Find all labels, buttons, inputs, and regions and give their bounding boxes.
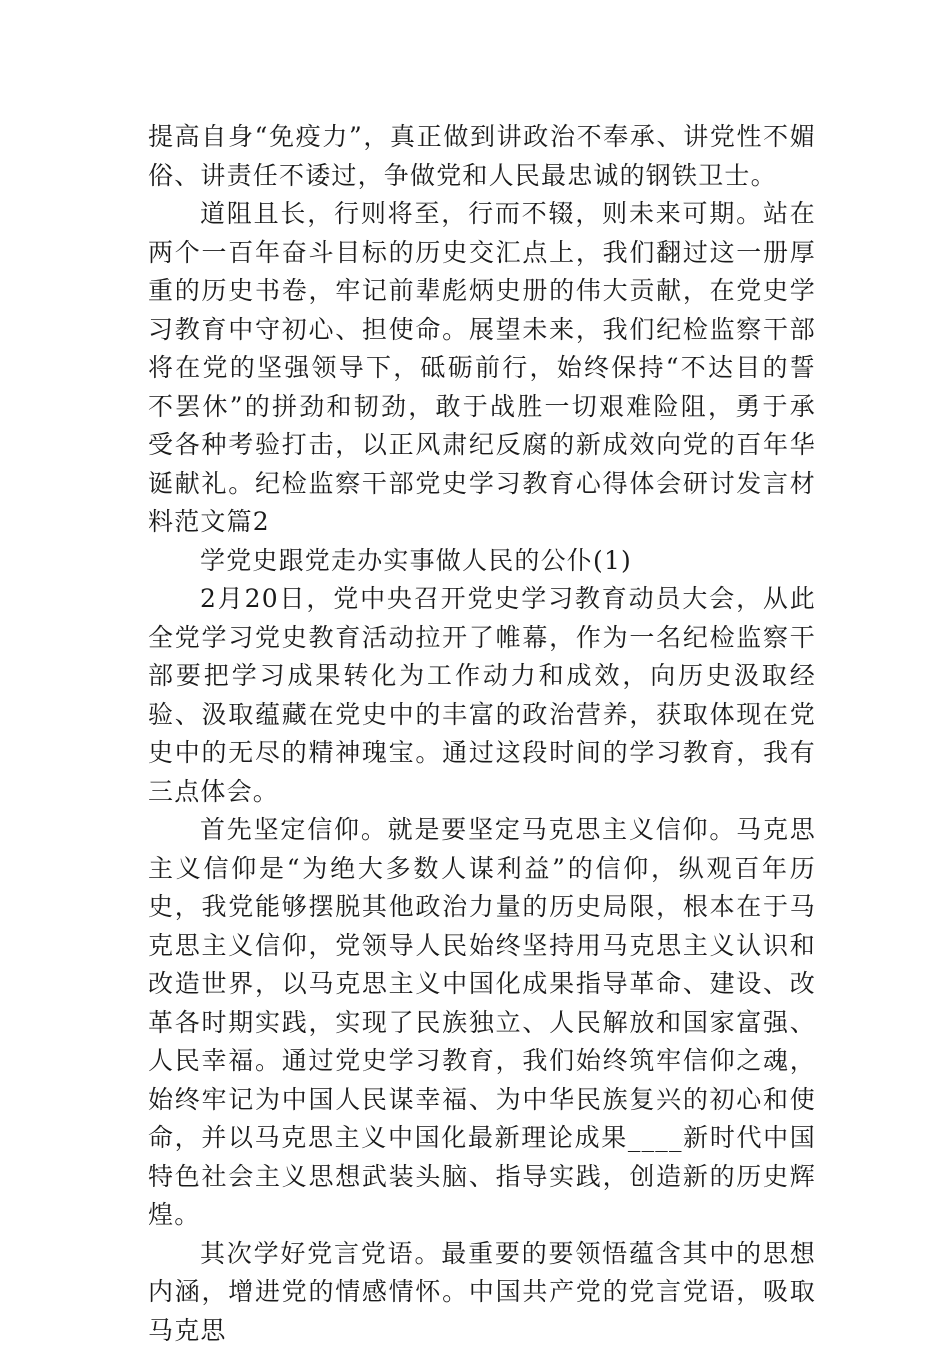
paragraph: 提高自身“免疫力”，真正做到讲政治不奉承、讲党性不媚俗、讲责任不诿过，争做党和人民最忠诚的钢铁卫士。 <box>148 118 816 195</box>
paragraph: 2月20日，党中央召开党史学习教育动员大会，从此全党学习党史教育活动拉开了帷幕，作为一名纪检监察干部要把学习成果转化为工作动力和成效，向历史汲取经验、汲取蕴藏在党史中的丰富的政治营养，获取体现在党史中的无尽的精神瑰宝。通过这段时间的学习教育，我有三点体会。 <box>148 580 816 811</box>
paragraph: 首先坚定信仰。就是要坚定马克思主义信仰。马克思主义信仰是“为绝大多数人谋利益”的信仰，纵观百年历史，我党能够摆脱其他政治力量的历史局限，根本在于马克思主义信仰，党领导人民始终坚持用马克思主义认识和改造世界，以马克思主义中国化成果指导革命、建设、改革各时期实践，实现了民族独立、人民解放和国家富强、人民幸福。通过党史学习教育，我们始终筑牢信仰之魂，始终牢记为中国人民谋幸福、为中华民族复兴的初心和使命，并以马克思主义中国化最新理论成果____新时代中国特色社会主义思想武装头脑、指导实践，创造新的历史辉煌。 <box>148 811 816 1235</box>
paragraph: 其次学好党言党语。最重要的要领悟蕴含其中的思想内涵，增进党的情感情怀。中国共产党的党言党语，吸取马克思 <box>148 1235 816 1350</box>
section-heading: 学党史跟党走办实事做人民的公仆(1) <box>148 542 816 581</box>
document-body <box>148 118 816 1350</box>
paragraph: 道阻且长，行则将至，行而不辍，则未来可期。站在两个一百年奋斗目标的历史交汇点上，我们翻过这一册厚重的历史书卷，牢记前辈彪炳史册的伟大贡献，在党史学习教育中守初心、担使命。展望未来，我们纪检监察干部将在党的坚强领导下，砥砺前行，始终保持“不达目的誓不罢休”的拼劲和韧劲，敢于战胜一切艰难险阻，勇于承受各种考验打击，以正风肃纪反腐的新成效向党的百年华诞献礼。纪检监察干部党史学习教育心得体会研讨发言材料范文篇2 <box>148 195 816 542</box>
